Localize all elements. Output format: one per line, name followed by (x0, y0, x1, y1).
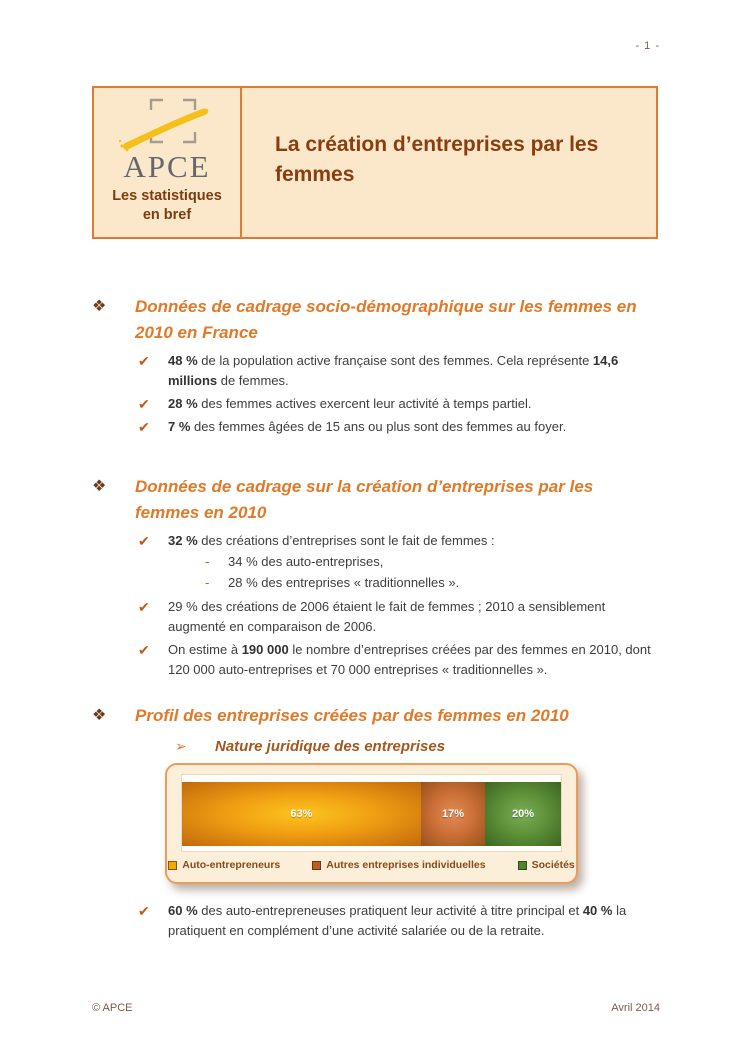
legend-swatch-icon (518, 861, 527, 870)
list-item (92, 417, 660, 437)
bullet-text: 32 % des créations d’entreprises sont le fait de femmes : (168, 533, 495, 548)
bar-segment-label: 63% (290, 808, 313, 820)
bar-segment-label: 17% (441, 808, 464, 820)
legend-swatch-icon (168, 861, 177, 870)
diamond-bullet-icon: ❖ (92, 298, 107, 315)
diamond-bullet-icon: ❖ (92, 478, 107, 495)
check-icon: ✔ (138, 396, 150, 412)
legend-item (518, 859, 575, 871)
apce-logo-text: APCE (123, 149, 211, 184)
section-profile-note (92, 901, 660, 944)
stacked-bar (182, 782, 561, 846)
check-icon: ✔ (138, 903, 150, 919)
bullet-text: 29 % des créations de 2006 étaient le fait de femmes ; 2010 a sensiblement augmenté en comparaison de 2006. (168, 599, 606, 634)
footer-copyright: © APCE (92, 1002, 133, 1014)
bar-segment-auto-entrepreneurs (182, 782, 421, 846)
bar-segment-label: 20% (512, 808, 535, 820)
section-heading: Données de cadrage socio-démographique sur les femmes en 2010 en France (135, 297, 637, 342)
page-number: - 1 - (635, 40, 660, 52)
legend-label: Autres entreprises individuelles (326, 859, 486, 871)
footer-date: Avril 2014 (611, 1002, 660, 1014)
section-profile (92, 703, 660, 757)
header-banner (92, 86, 658, 239)
list-item (92, 351, 660, 391)
legend-item (168, 859, 280, 871)
chart-legend (181, 859, 575, 871)
list-item (92, 640, 660, 680)
check-icon: ✔ (138, 599, 150, 615)
legend-label: Sociétés (531, 859, 575, 871)
apce-logo (94, 88, 242, 237)
sub-bullet-text: 34 % des auto-entreprises, (228, 554, 384, 569)
chart-plot-area (181, 774, 562, 852)
section-demographics (92, 294, 660, 440)
dash-bullet-icon: - (205, 575, 210, 590)
legend-label: Auto-entrepreneurs (182, 859, 281, 871)
section-heading: Données de cadrage sur la création d’entreprises par les femmes en 2010 (135, 477, 594, 522)
bullet-text: 48 % de la population active française sont des femmes. Cela représente 14,6 millions de femmes. (168, 353, 619, 388)
page-footer (92, 1002, 660, 1014)
logo-subtitle: Les statistiques en bref (112, 188, 222, 223)
check-icon: ✔ (138, 533, 150, 549)
bar-segment-societes (485, 782, 561, 846)
document-title: La création d’entreprises par les femmes (275, 132, 599, 186)
dash-bullet-icon: - (205, 554, 210, 569)
sub-section-heading: Nature juridique des entreprises (215, 738, 446, 755)
bullet-text: 28 % des femmes actives exercent leur activité à temps partiel. (168, 396, 532, 411)
bullet-text: 60 % des auto-entrepreneuses pratiquent leur activité à titre principal et 40 % la pratiquent en complément d’une activité salariée ou de la retraite. (168, 903, 627, 938)
sub-list-item (205, 573, 660, 593)
section-creation-data (92, 474, 660, 683)
title-cell (242, 88, 656, 237)
arrowhead-bullet-icon: ➢ (175, 738, 187, 754)
check-icon: ✔ (138, 353, 150, 369)
list-item (92, 394, 660, 414)
bullet-text: 7 % des femmes âgées de 15 ans ou plus sont des femmes au foyer. (168, 419, 567, 434)
legend-item (312, 859, 485, 871)
sub-bullet-text: 28 % des entreprises « traditionnelles ». (228, 575, 460, 590)
sub-list-item (205, 552, 660, 572)
bar-segment-autres-entreprises (421, 782, 485, 846)
section-heading: Profil des entreprises créées par des femmes en 2010 (135, 706, 569, 725)
check-icon: ✔ (138, 642, 150, 658)
legend-swatch-icon (312, 861, 321, 870)
chart-panel (165, 763, 578, 884)
check-icon: ✔ (138, 419, 150, 435)
list-item (92, 597, 660, 637)
bullet-text: On estime à 190 000 le nombre d’entreprises créées par des femmes en 2010, dont 120 000 auto-entreprises et 70 000 entreprises « traditionnelles ». (168, 642, 651, 677)
diamond-bullet-icon: ❖ (92, 707, 107, 724)
list-item (92, 901, 660, 941)
list-item (92, 531, 660, 551)
